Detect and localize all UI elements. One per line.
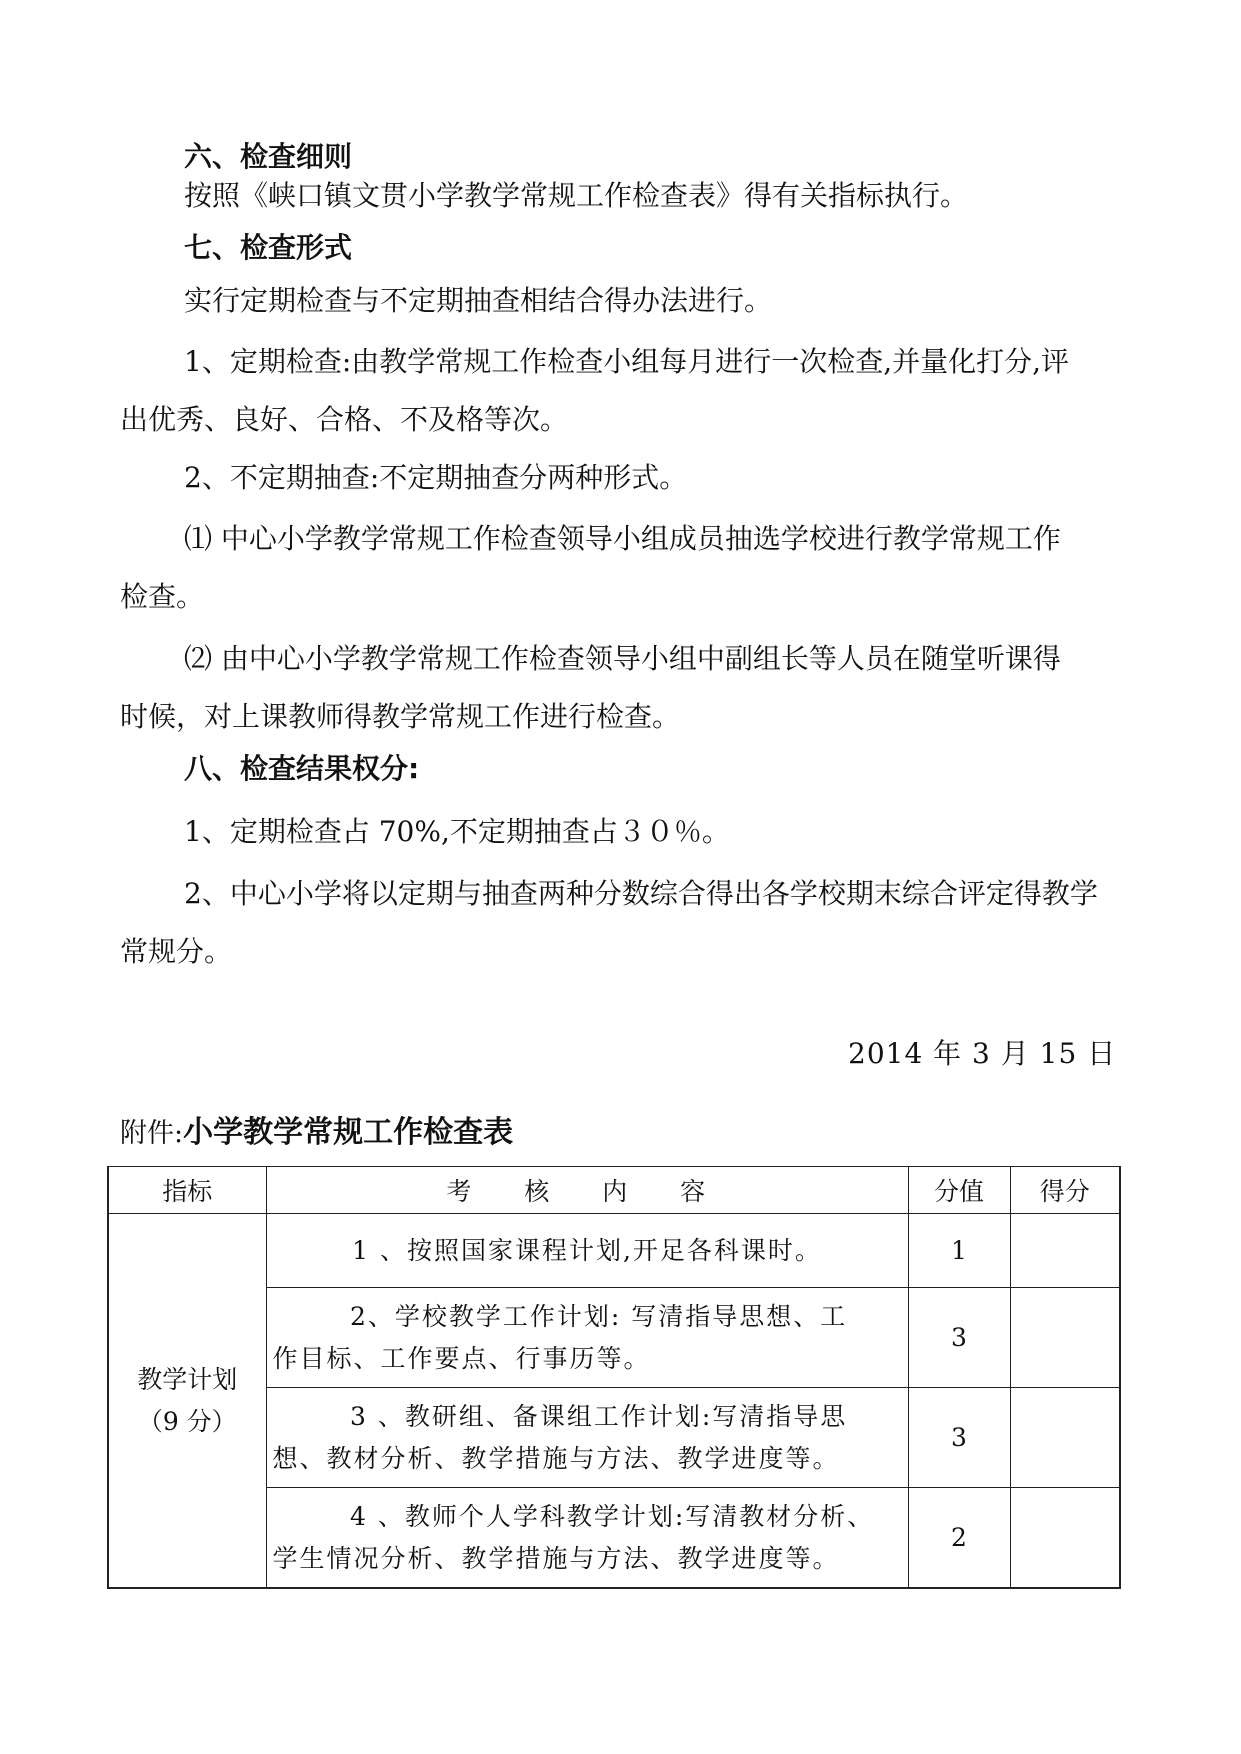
content-line-2: 学生情况分析、教学措施与方法、教学进度等。 (272, 1543, 840, 1573)
content-line-2: 想、教材分析、教学措施与方法、教学进度等。 (272, 1443, 840, 1473)
content-line-1-text: 3 、教研组、备课组工作计划:写清指导思 (350, 1401, 848, 1431)
section-6-paragraph: 按照《峡口镇文贯小学教学常规工作检查表》得有关指标执行。 (184, 179, 969, 212)
attachment-prefix: 附件: (120, 1118, 184, 1149)
content-line-2: 作目标、工作要点、行事历等。 (272, 1343, 651, 1373)
section-7-paragraph-3: 2、不定期抽查:不定期抽查分两种形式。 (184, 461, 688, 494)
section-8-heading: 八、检查结果权分: (184, 752, 420, 785)
content-line-1 (273, 1396, 902, 1438)
table-header-row (108, 1167, 1120, 1214)
content-line-1-text: 4 、教师个人学科教学计划:写清教材分析、 (350, 1501, 875, 1531)
indicator-cell (108, 1214, 266, 1589)
section-7-paragraph-5-line-2: 时候，对上课教师得教学常规工作进行检查。 (120, 700, 681, 733)
content-cell (266, 1288, 908, 1388)
section-7-paragraph-1: 实行定期检查与不定期抽查相结合得办法进行。 (184, 284, 773, 317)
section-7-heading: 七、检查形式 (184, 231, 353, 264)
attachment-title: 小学教学常规工作检查表 (183, 1115, 514, 1150)
section-7-paragraph-2-line-2: 出优秀、良好、合格、不及格等次。 (120, 403, 569, 436)
indicator-label-line-1: 教学计划 (137, 1364, 238, 1394)
points-cell: 3 (908, 1388, 1010, 1488)
inspection-table (107, 1166, 1121, 1589)
section-8-paragraph-2-line-1: 2、中心小学将以定期与抽查两种分数综合得出各学校期末综合评定得教学 (184, 877, 1098, 910)
score-cell (1010, 1214, 1120, 1288)
header-points: 分值 (908, 1167, 1010, 1214)
points-cell: 2 (908, 1488, 1010, 1589)
section-8-paragraph-2-line-2: 常规分。 (120, 935, 233, 968)
section-8-paragraph-1: 1、定期检查占 70%,不定期抽查占３０％。 (184, 815, 730, 848)
section-7-paragraph-5-line-1: ⑵ 由中心小学教学常规工作检查领导小组中副组长等人员在随堂听课得 (184, 642, 1061, 675)
points-cell: 1 (908, 1214, 1010, 1288)
attachment-caption (120, 1108, 513, 1158)
score-cell (1010, 1388, 1120, 1488)
score-cell (1010, 1288, 1120, 1388)
points-cell: 3 (908, 1288, 1010, 1388)
section-7-paragraph-4-line-2: 检查。 (120, 580, 205, 613)
document-date: 2014 年 3 月 15 日 (848, 1037, 1117, 1070)
section-7-paragraph-4-line-1: ⑴ 中心小学教学常规工作检查领导小组成员抽选学校进行教学常规工作 (184, 522, 1061, 555)
indicator-label-line-2: （9 分） (137, 1406, 237, 1436)
table-row (108, 1214, 1120, 1288)
content-line-1: 1 、按照国家课程计划,开足各科课时。 (352, 1235, 822, 1265)
score-cell (1010, 1488, 1120, 1589)
section-6-heading: 六、检查细则 (184, 140, 353, 173)
header-indicator: 指标 (108, 1167, 266, 1214)
section-7-paragraph-2-line-1: 1、定期检查:由教学常规工作检查小组每月进行一次检查,并量化打分,评 (184, 345, 1070, 378)
content-line-1 (273, 1496, 902, 1538)
content-line-1-text: 2、学校教学工作计划: 写清指导思想、工 (350, 1301, 848, 1331)
content-cell (266, 1214, 908, 1288)
content-cell (266, 1388, 908, 1488)
header-content: 考 核 内 容 (266, 1167, 908, 1214)
content-line-1 (273, 1296, 902, 1338)
header-score: 得分 (1010, 1167, 1120, 1214)
content-cell (266, 1488, 908, 1589)
